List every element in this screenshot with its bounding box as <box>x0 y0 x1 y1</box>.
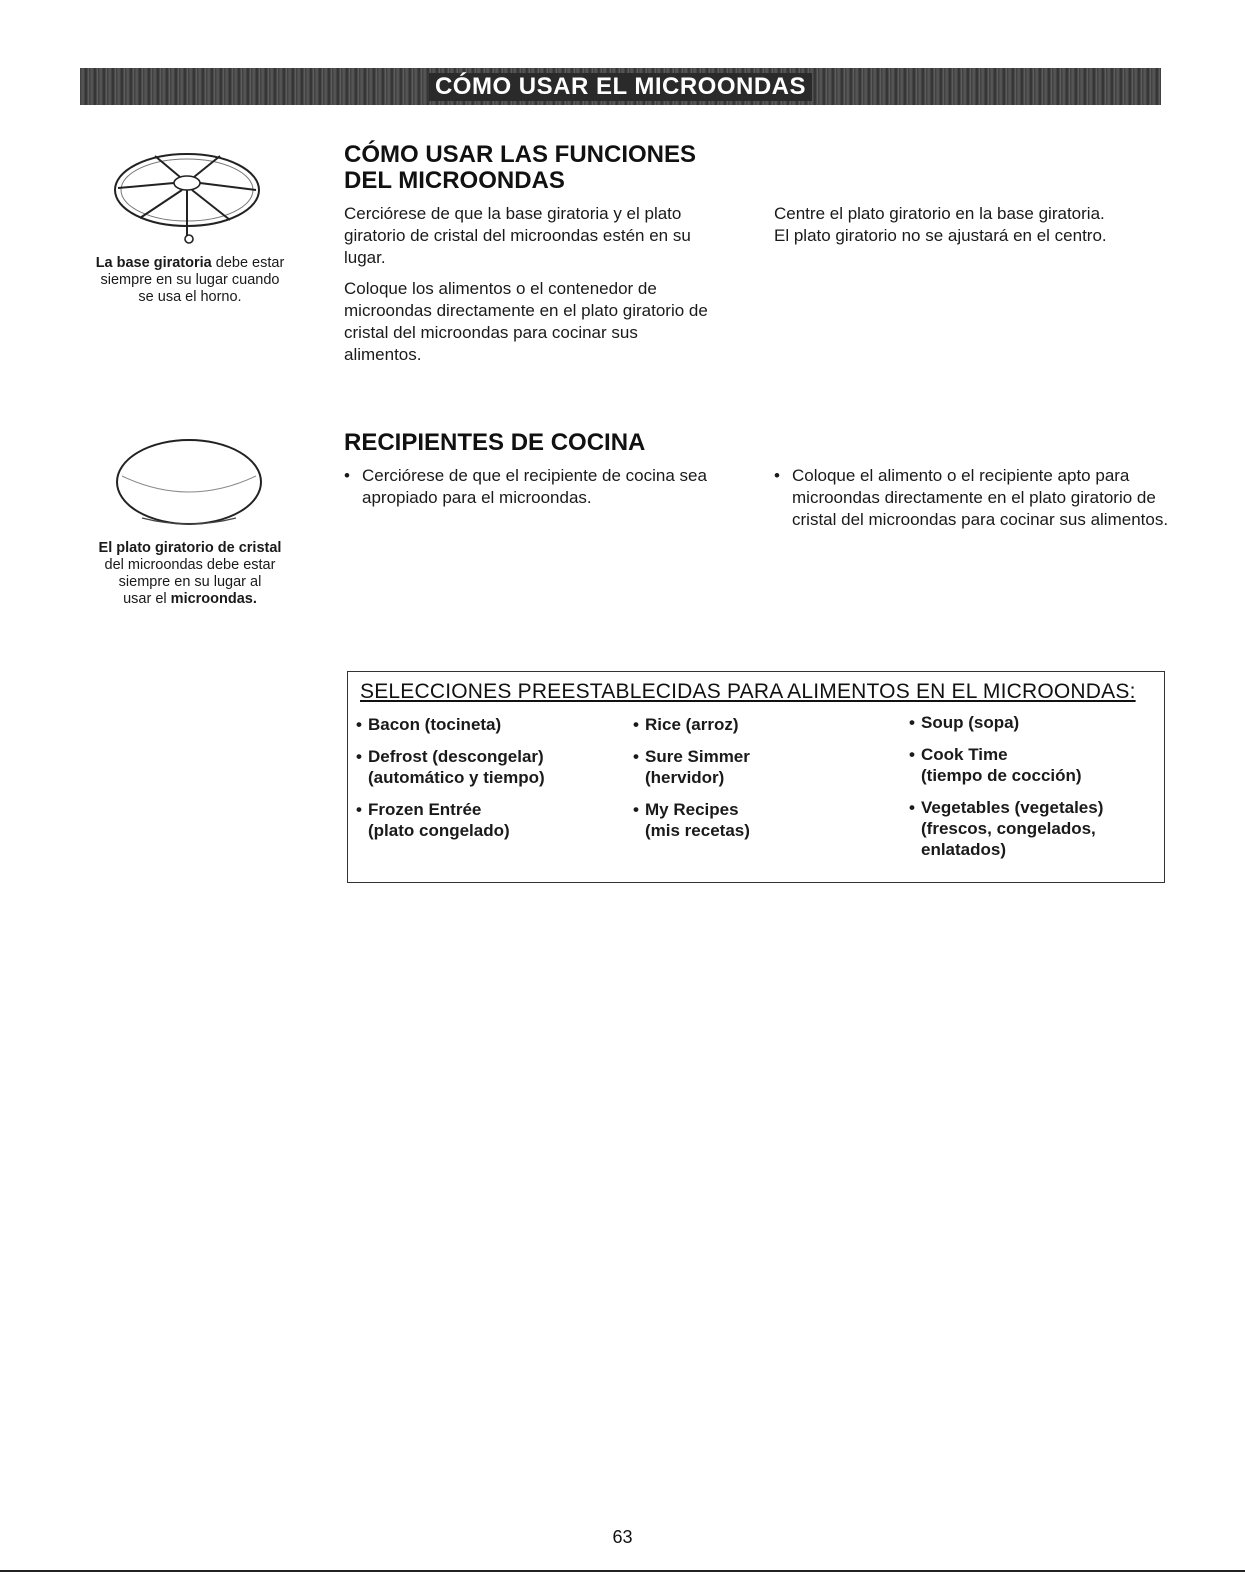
presets-title: SELECCIONES PREESTABLECIDAS PARA ALIMENTOS EN EL MICROONDAS: <box>360 680 1136 703</box>
preset-rice: • Rice (arroz) <box>633 714 739 735</box>
section2-bullet-2: • Coloque el alimento o el recipiente apto para microondas directamente en el plato giratorio de cristal del microondas para cocinar sus alimentos. <box>774 465 1192 531</box>
preset-my-recipes: • My Recipes (mis recetas) <box>633 799 750 841</box>
section1-paragraph-3: Centre el plato giratorio en la base giratoria. El plato giratorio no se ajustará en el centro. <box>774 204 1107 245</box>
page-banner <box>80 68 1161 105</box>
section1-paragraph-1: Cerciórese de que la base giratoria y el plato giratorio de cristal del microondas estén en su lugar. <box>344 204 691 267</box>
glass-tray-illustration <box>112 436 267 532</box>
preset-vegetables: • Vegetables (vegetales) (frescos, congelados, enlatados) <box>909 797 1103 860</box>
section2-heading: RECIPIENTES DE COCINA <box>344 429 646 456</box>
preset-frozen-entree: • Frozen Entrée (plato congelado) <box>356 799 510 841</box>
section1-heading: CÓMO USAR LAS FUNCIONES DEL MICROONDAS <box>344 141 697 194</box>
presets-box <box>347 671 1165 883</box>
section1-paragraph-2: Coloque los alimentos o el contenedor de microondas directamente en el plato giratorio de cristal del microondas para cocinar sus alimentos. <box>344 279 708 364</box>
preset-defrost: • Defrost (descongelar) (automático y tiempo) <box>356 746 545 788</box>
banner-title: CÓMO USAR EL MICROONDAS <box>429 73 812 101</box>
turntable-support-caption: La base giratoria debe estar siempre en su lugar cuando se usa el horno. <box>95 255 285 305</box>
bottom-rule <box>0 1570 1245 1572</box>
turntable-support-illustration <box>110 150 265 250</box>
preset-sure-simmer: • Sure Simmer (hervidor) <box>633 746 750 788</box>
preset-bacon: • Bacon (tocineta) <box>356 714 501 735</box>
page-number: 63 <box>612 1527 633 1547</box>
preset-cook-time: • Cook Time (tiempo de cocción) <box>909 744 1082 786</box>
section2-bullet-1: • Cerciórese de que el recipiente de cocina sea apropiado para el microondas. <box>344 465 717 509</box>
glass-tray-caption: El plato giratorio de cristal del microondas debe estar siempre en su lugar al usar el microondas. <box>98 540 282 607</box>
preset-soup: • Soup (sopa) <box>909 712 1019 733</box>
